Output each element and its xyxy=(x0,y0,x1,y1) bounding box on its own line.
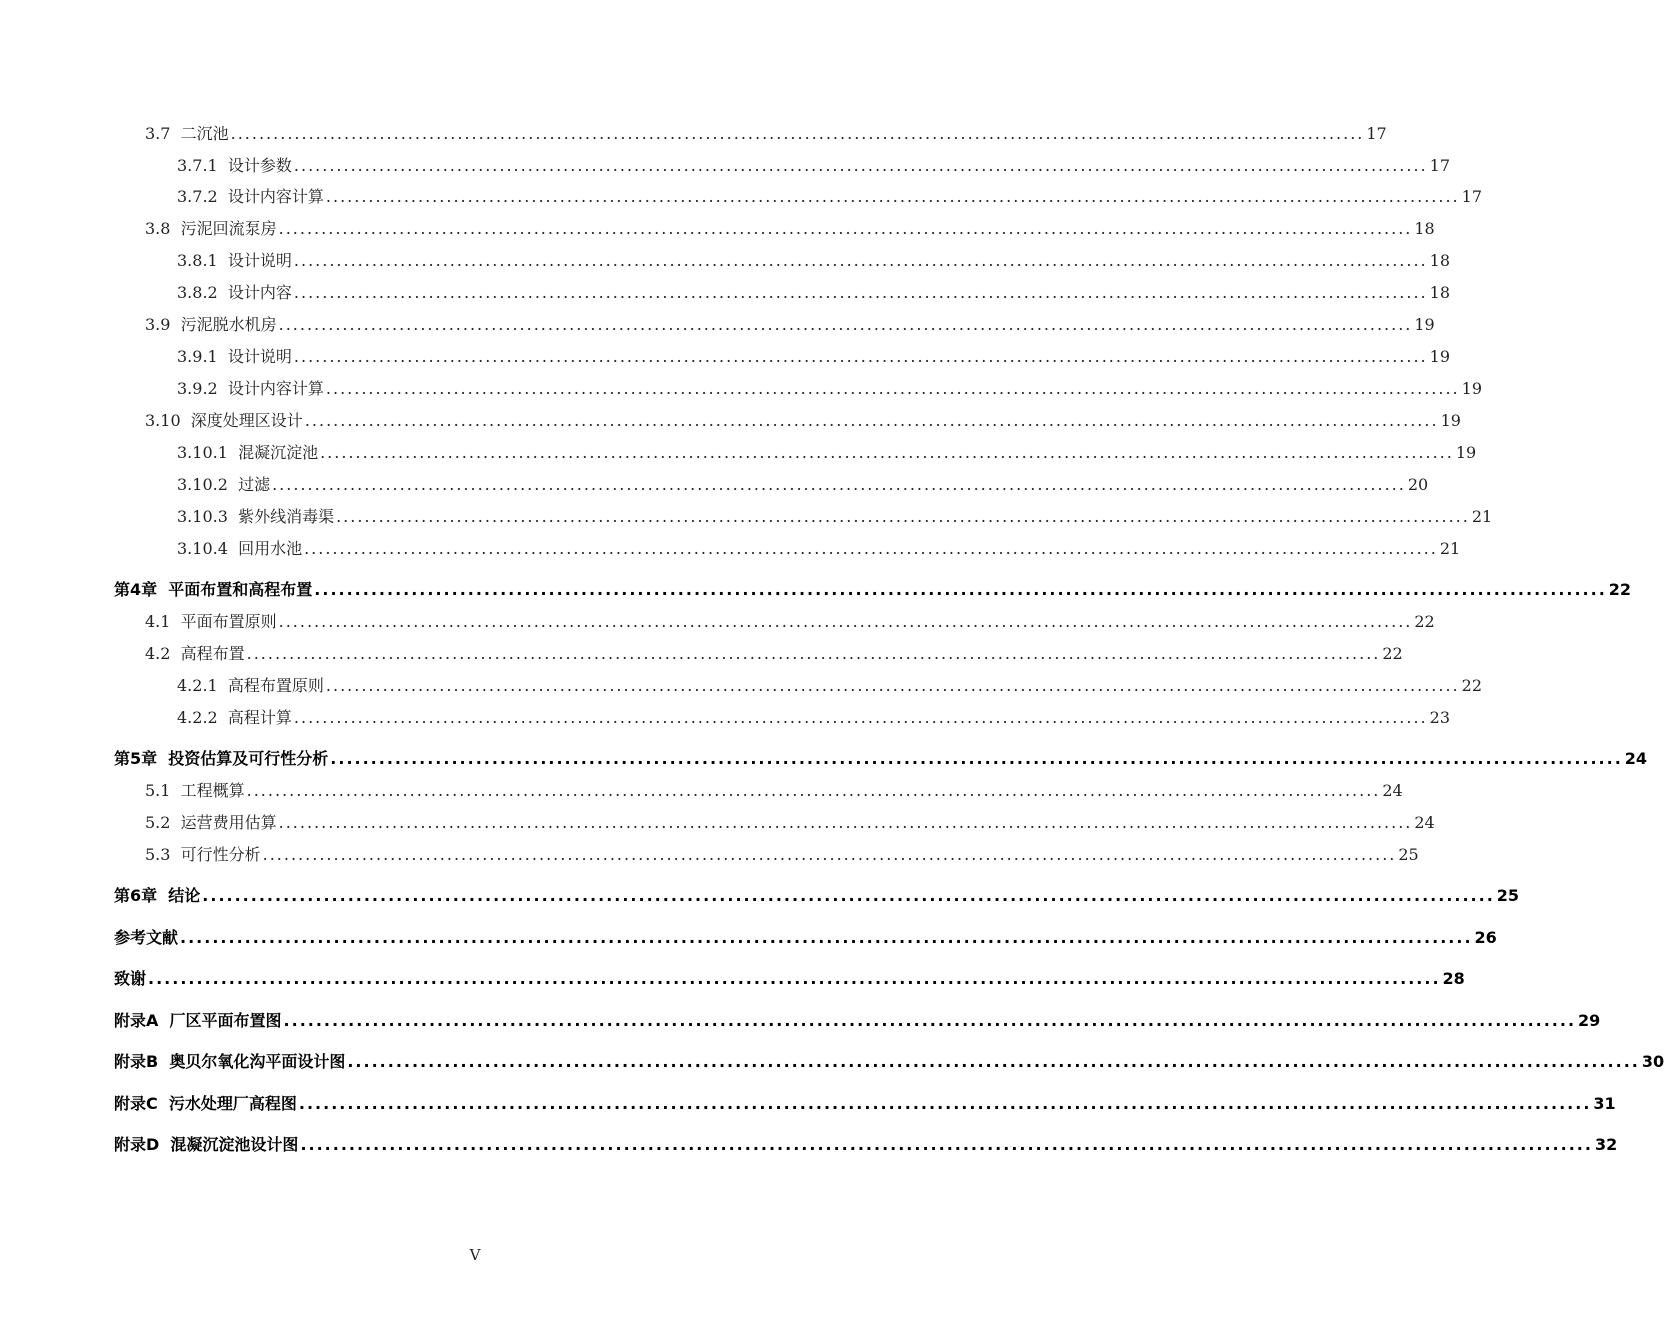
toc-entry-page: 28 xyxy=(1442,969,1465,988)
dot-leader: ................................................................................................................................................................ xyxy=(293,347,1428,366)
toc-entry[interactable] xyxy=(145,641,1403,664)
toc-entry-page: 22 xyxy=(1414,612,1435,631)
toc-entry-page: 18 xyxy=(1414,219,1435,238)
dot-leader: ................................................................................................................................................................ xyxy=(293,156,1428,175)
dot-leader: ................................................................................................................................................................ xyxy=(272,475,1406,494)
toc-entry[interactable] xyxy=(145,778,1403,801)
toc-entry[interactable] xyxy=(177,673,1482,696)
dot-leader: ................................................................................................................................................................ xyxy=(325,676,1460,695)
dot-leader: ................................................................................................................................................................ xyxy=(336,507,1470,526)
toc-entry[interactable] xyxy=(177,440,1477,463)
dot-leader: ................................................................................................................................................................ xyxy=(278,315,1413,334)
toc-entry-label: 3.7.1 设计参数 xyxy=(177,156,292,175)
toc-entry-label: 附录C 污水处理厂高程图 xyxy=(114,1094,297,1113)
toc-entry-label: 3.10.4 回用水池 xyxy=(177,539,303,558)
toc-entry-label: 4.2.1 高程布置原则 xyxy=(177,676,324,695)
dot-leader: ................................................................................................................................................................ xyxy=(298,1094,1592,1113)
toc-entry-label: 3.7.2 设计内容计算 xyxy=(177,187,324,206)
toc-entry[interactable] xyxy=(177,184,1482,207)
dot-leader: ................................................................................................................................................................ xyxy=(230,124,1365,143)
toc-entry-page: 19 xyxy=(1461,379,1482,398)
toc-entry-label: 5.3 可行性分析 xyxy=(145,845,261,864)
toc-entry-page: 19 xyxy=(1429,347,1450,366)
toc-entry-page: 19 xyxy=(1414,315,1435,334)
toc-entry[interactable] xyxy=(177,536,1461,559)
toc-entry[interactable] xyxy=(145,312,1435,335)
toc-entry[interactable] xyxy=(177,705,1450,728)
toc-entry-page: 25 xyxy=(1398,845,1419,864)
toc-entry-label: 参考文献 xyxy=(114,928,179,947)
dot-leader: ................................................................................................................................................................ xyxy=(278,612,1413,631)
toc-entry[interactable] xyxy=(177,376,1482,399)
toc-entry-label: 3.10.2 过滤 xyxy=(177,475,271,494)
dot-leader: ................................................................................................................................................................ xyxy=(180,928,1473,947)
toc-entry-page: 24 xyxy=(1414,813,1435,832)
toc-entry-page: 21 xyxy=(1471,507,1493,526)
toc-entry-label: 第5章 投资估算及可行性分析 xyxy=(114,749,329,768)
toc-entry[interactable] xyxy=(177,504,1493,527)
toc-entry-label: 5.2 运营费用估算 xyxy=(145,813,277,832)
toc-entry-label: 附录D 混凝沉淀池设计图 xyxy=(114,1135,299,1154)
dot-leader: ................................................................................................................................................................ xyxy=(148,969,1441,988)
toc-entry-page: 18 xyxy=(1429,251,1450,270)
toc-entry-label: 第4章 平面布置和高程布置 xyxy=(114,580,313,599)
dot-leader: ................................................................................................................................................................ xyxy=(300,1135,1593,1154)
toc-entry[interactable] xyxy=(145,121,1387,144)
toc-entry-page: 18 xyxy=(1429,283,1450,302)
toc-entry-page: 21 xyxy=(1439,539,1461,558)
toc-chapter-entry[interactable] xyxy=(114,1008,1601,1031)
toc-entry-label: 附录B 奥贝尔氧化沟平面设计图 xyxy=(114,1052,346,1071)
toc-chapter-entry[interactable] xyxy=(114,1049,1664,1072)
toc-entry-label: 3.9 污泥脱水机房 xyxy=(145,315,277,334)
toc-entry-page: 24 xyxy=(1382,781,1403,800)
toc-entry[interactable] xyxy=(177,153,1450,176)
toc-entry-page: 22 xyxy=(1461,676,1482,695)
toc-entry-label: 3.10.1 混凝沉淀池 xyxy=(177,443,319,462)
toc-entry-page: 30 xyxy=(1641,1052,1664,1071)
toc-entry-page: 17 xyxy=(1461,187,1482,206)
toc-entry-label: 4.2.2 高程计算 xyxy=(177,708,292,727)
dot-leader: ................................................................................................................................................................ xyxy=(314,580,1607,599)
toc-entry[interactable] xyxy=(145,408,1461,431)
toc-entry-label: 3.8 污泥回流泵房 xyxy=(145,219,277,238)
page-number-footer: V xyxy=(469,1246,481,1264)
toc-entry-page: 22 xyxy=(1608,580,1632,599)
dot-leader: ................................................................................................................................................................ xyxy=(202,886,1495,905)
toc-entry-label: 5.1 工程概算 xyxy=(145,781,245,800)
dot-leader: ................................................................................................................................................................ xyxy=(347,1052,1640,1071)
toc-chapter-entry[interactable] xyxy=(114,1091,1616,1114)
dot-leader: ................................................................................................................................................................ xyxy=(246,781,1381,800)
toc-entry-label: 附录A 厂区平面布置图 xyxy=(114,1011,282,1030)
toc-chapter-entry[interactable] xyxy=(114,883,1520,906)
toc-entry-page: 25 xyxy=(1496,886,1520,905)
dot-leader: ................................................................................................................................................................ xyxy=(304,539,1438,558)
toc-entry-page: 32 xyxy=(1594,1135,1618,1154)
dot-leader: ................................................................................................................................................................ xyxy=(278,219,1413,238)
toc-entry-page: 24 xyxy=(1624,749,1648,768)
toc-chapter-entry[interactable] xyxy=(114,966,1465,989)
toc-entry[interactable] xyxy=(145,810,1435,833)
toc-entry-label: 第6章 结论 xyxy=(114,886,201,905)
dot-leader: ................................................................................................................................................................ xyxy=(283,1011,1577,1030)
toc-entry-page: 22 xyxy=(1382,644,1403,663)
toc-chapter-entry[interactable] xyxy=(114,577,1632,600)
toc-entry-page: 19 xyxy=(1440,411,1461,430)
toc-entry[interactable] xyxy=(145,842,1419,865)
toc-entry[interactable] xyxy=(177,248,1450,271)
dot-leader: ................................................................................................................................................................ xyxy=(293,283,1428,302)
toc-entry-label: 3.10 深度处理区设计 xyxy=(145,411,303,430)
toc-entry-page: 17 xyxy=(1366,124,1387,143)
toc-entry[interactable] xyxy=(145,216,1435,239)
toc-entry-page: 17 xyxy=(1429,156,1450,175)
dot-leader: ................................................................................................................................................................ xyxy=(325,187,1460,206)
dot-leader: ................................................................................................................................................................ xyxy=(246,644,1381,663)
toc-entry-label: 3.7 二沉池 xyxy=(145,124,229,143)
toc-entry-page: 31 xyxy=(1593,1094,1616,1113)
toc-entry[interactable] xyxy=(145,609,1435,632)
dot-leader: ................................................................................................................................................................ xyxy=(262,845,1397,864)
toc-entry-page: 20 xyxy=(1407,475,1429,494)
dot-leader: ................................................................................................................................................................ xyxy=(293,251,1428,270)
toc-entry-page: 29 xyxy=(1578,1011,1601,1030)
dot-leader: ................................................................................................................................................................ xyxy=(330,749,1623,768)
dot-leader: ................................................................................................................................................................ xyxy=(304,411,1439,430)
toc-entry-label: 3.10.3 紫外线消毒渠 xyxy=(177,507,335,526)
toc-entry-label: 3.8.1 设计说明 xyxy=(177,251,292,270)
toc-entry-label: 3.9.2 设计内容计算 xyxy=(177,379,324,398)
toc-chapter-entry[interactable] xyxy=(114,1132,1618,1155)
dot-leader: ................................................................................................................................................................ xyxy=(325,379,1460,398)
dot-leader: ................................................................................................................................................................ xyxy=(293,708,1428,727)
toc-entry[interactable] xyxy=(177,344,1450,367)
toc-entry-label: 4.2 高程布置 xyxy=(145,644,245,663)
toc-entry-page: 19 xyxy=(1455,443,1477,462)
dot-leader: ................................................................................................................................................................ xyxy=(278,813,1413,832)
toc-entry-label: 致谢 xyxy=(114,969,147,988)
dot-leader: ................................................................................................................................................................ xyxy=(320,443,1454,462)
toc-entry-page: 23 xyxy=(1429,708,1450,727)
toc-chapter-entry[interactable] xyxy=(114,925,1497,948)
toc-entry-label: 3.9.1 设计说明 xyxy=(177,347,292,366)
toc-entry-label: 4.1 平面布置原则 xyxy=(145,612,277,631)
toc-entry[interactable] xyxy=(177,280,1450,303)
toc-entry-label: 3.8.2 设计内容 xyxy=(177,283,292,302)
toc-entry[interactable] xyxy=(177,472,1429,495)
toc-chapter-entry[interactable] xyxy=(114,746,1648,769)
toc-entry-page: 26 xyxy=(1474,928,1497,947)
